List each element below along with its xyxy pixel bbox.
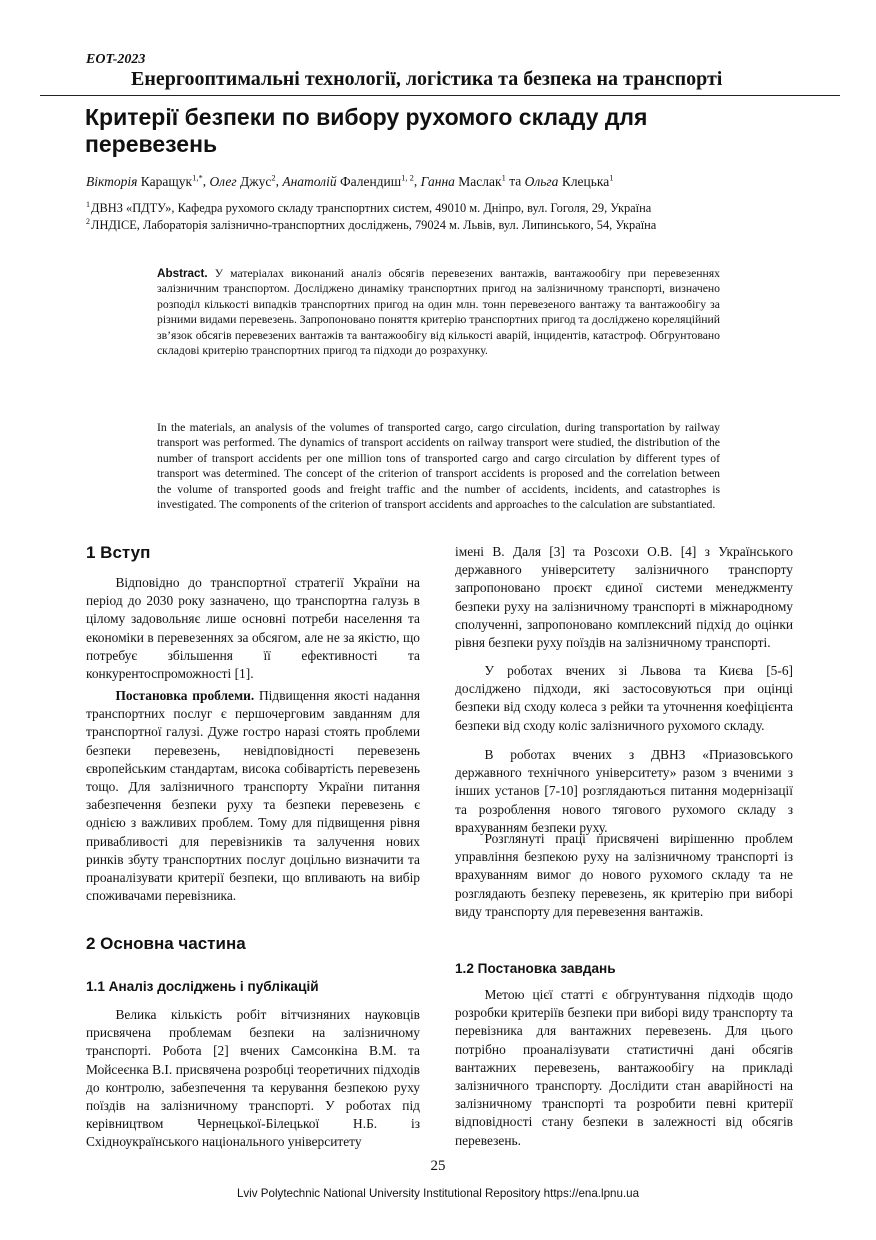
affiliation-text: ДВНЗ «ПДТУ», Кафедра рухомого складу транспортних систем, 49010 м. Дніпро, вул. Гоголя, 29, Україна xyxy=(91,201,652,216)
author-first-name: Ганна xyxy=(420,173,455,189)
analysis-continued-paragraph: імені В. Даля [3] та Розсохи О.В. [4] з Українського державного університету залізничного транспорту запропоновано проєкт єдиної системи менеджменту безпеки руху на залізничному транспорті в міжнародному сполученні, запропоновано комплексний підхід до оцінки рівня безпеки руху поїздів на залізничному транспорті. xyxy=(455,544,793,651)
abstract-ukrainian-text: У матеріалах виконаний аналіз обсягів перевезених вантажів, вантажообігу при перевезеннях залізничним транспортом. Досліджено динаміку транспортних пригод на залізничному транспорті, визначено розподіл кількості випадків транспортних пригод на один млн. тонн перевезеного вантажу та вантажообігу за різними видами перевезень. Запропоновано поняття критерію транспортних пригод та досліджено кореляційний зв’язок обсягів перевезених вантажів та вантажообігу від кількості аварій, інцидентів, катастроф. Обгрунтовано складові критерію транспортних пригод та підходи до розрахунку. xyxy=(157,267,721,358)
problem-statement-paragraph xyxy=(86,687,420,905)
problem-statement-text: Підвищення якості надання транспортних послуг є першочерговим завданням для транспортної галузі. Дуже гостро наразі стоять проблеми безпеки перевезень, невідповідності перевезень європейським стандартам, висока собівартість перевезень тощо. Для залізничного транспорту України питання забезпечення безпеки руху та безпеки перевезень є однією з важливих проблем. Тому для підвищення рівня привабливості для перевізників та залучення нових ринків збуту транспортних послуг доцільно визначити та проаналізувати критерії безпеки, що впливають на вибір споживачами перевізника. xyxy=(86,688,420,904)
affiliation-1 xyxy=(86,200,651,216)
author-affiliation-marker: 1, 2 xyxy=(401,172,414,182)
author-last-name: Фалендиш xyxy=(336,173,402,189)
author-last-name: Клецька xyxy=(558,173,610,189)
subsection-heading-tasks: 1.2 Постановка завдань xyxy=(455,961,616,976)
author-name xyxy=(421,174,506,189)
author-list: Вікторія Каращук$^{1,*}$, Олег Джус$^2$, Анатолій Фалендиш$^{1, 2}$, Ганна Маслак$^1$ та Ольга Клецька$^1$ xyxy=(86,172,614,189)
author-affiliation-marker: 1 xyxy=(609,172,614,182)
author-last-name: Маслак xyxy=(454,173,502,189)
affiliation-marker: 2 xyxy=(86,217,90,226)
affiliation-text: ЛНДІСЕ, Лабораторія залізнично-транспортних досліджень, 79024 м. Львів, вул. Липинського, 54, Україна xyxy=(91,218,657,233)
section-heading-main: 2 Основна частина xyxy=(86,934,246,953)
header-divider xyxy=(40,95,840,96)
author-first-name: Анатолій xyxy=(282,173,337,189)
intro-paragraph: Відповідно до транспортної стратегії України на період до 2030 року зазначено, що транспортна галузь в цілому задовольняє лише основні потреби населення та економіки в перевезеннях за обсягом, але не за якістю, що потребує збільшення її ефективності та конкурентоспроможності [1]. xyxy=(86,575,420,682)
author-affiliation-marker: 2 xyxy=(271,172,276,182)
author-first-name: Олег xyxy=(209,173,237,189)
author-last-name: Каращук xyxy=(137,173,193,189)
author-last-name: Джус xyxy=(236,173,272,189)
author-first-name: Вікторія xyxy=(86,173,138,189)
author-name xyxy=(282,174,414,189)
author-affiliation-marker: 1 xyxy=(501,172,506,182)
research-summary-paragraph: Розглянуті праці присвячені вирішенню проблем управління безпекою руху на залізничному транспорті із врахуванням вимог до нового рухомого складу та не розглядають безпеку перевезень, як критерію при виборі виду транспорту для перевезення вантажів. xyxy=(455,831,793,919)
pdtu-research-paragraph: В роботах вчених з ДВНЗ «Приазовського державного технічного університету» разом з вченими з інших установ [7-10] розглядаються питання модернізації та розроблення нового тягового рухомого складу з врахуванням безпеки руху. xyxy=(455,747,793,835)
tasks-paragraph: Метою цієї статті є обгрунтування підходів щодо розробки критеріїв безпеки при виборі виду транспорту та перевізника для вантажних перевезень. Для цього потрібно проаналізувати статистичні дані обсягів вантажних перевезень, вантажообігу на прикладі залізничного транспорту. Дослідити стан аварійності на залізничному транспорті та розробити певні критерії відповідності стану безпеки в залежності від обсягів перевезень. xyxy=(455,987,793,1148)
lviv-kyiv-research-paragraph: У роботах вчених зі Львова та Києва [5-6] досліджено підходи, які застосовуються при оцінці безпеки від сходу колеса з рейки та уточнення коефіцієнта безпеки від сходу коліс залізничного рухомого складу. xyxy=(455,663,793,733)
abstract-label: Abstract. xyxy=(157,267,208,280)
affiliation-marker: 1 xyxy=(86,200,90,209)
conference-title: Енергооптимальні технології, логістика та безпека на транспорті xyxy=(131,68,723,90)
abstract-ukrainian xyxy=(157,266,720,358)
author-name xyxy=(525,174,614,189)
section-heading-introduction: 1 Вступ xyxy=(86,543,151,562)
conference-code: EOT-2023 xyxy=(86,52,146,67)
subsection-heading-analysis: 1.1 Аналіз досліджень і публікацій xyxy=(86,979,319,994)
affiliation-2 xyxy=(86,217,656,233)
author-name xyxy=(209,174,275,189)
author-name xyxy=(86,174,203,189)
problem-statement-label: Постановка проблеми. xyxy=(115,688,255,703)
page-number: 25 xyxy=(430,1158,446,1174)
analysis-paragraph: Велика кількість робіт вітчизняних науковців присвячена проблемам безпеки на залізничному транспорті. Робота [2] вчених Самсонкіна В.М. та Мойсеєнка В.І. присвячена розробці теоретичних підходів до контролю, забезпечення та керування безпекою руху поїздів на залізничному транспорті. У роботах під керівництвом Чернецької-Білецької Н.Б. із Східноукраїнського національного університету xyxy=(86,1007,420,1150)
abstract-english: In the materials, an analysis of the volumes of transported cargo, cargo circulation, during transportation by railway transport was performed. The dynamics of transport accidents on railway transport were studied, the distribution of the number of transport accidents per one million tons of transported cargo and cargo circulation by different types of transport was determined. The concept of the criterion of transport accidents is proposed and the correlation between the volume of transported goods and freight traffic and the number of accidents, incidents, and catastrophes is investigated. The components of the criterion of transport accidents and approaches to the calculation are substantiated. xyxy=(157,421,720,512)
author-affiliation-marker: 1,* xyxy=(192,172,203,182)
author-first-name: Ольга xyxy=(524,173,559,189)
repository-footer: Lviv Polytechnic National University Institutional Repository https://ena.lpnu.ua xyxy=(236,1187,640,1200)
paper-title: Критерії безпеки по вибору рухомого складу для перевезень xyxy=(85,104,648,157)
